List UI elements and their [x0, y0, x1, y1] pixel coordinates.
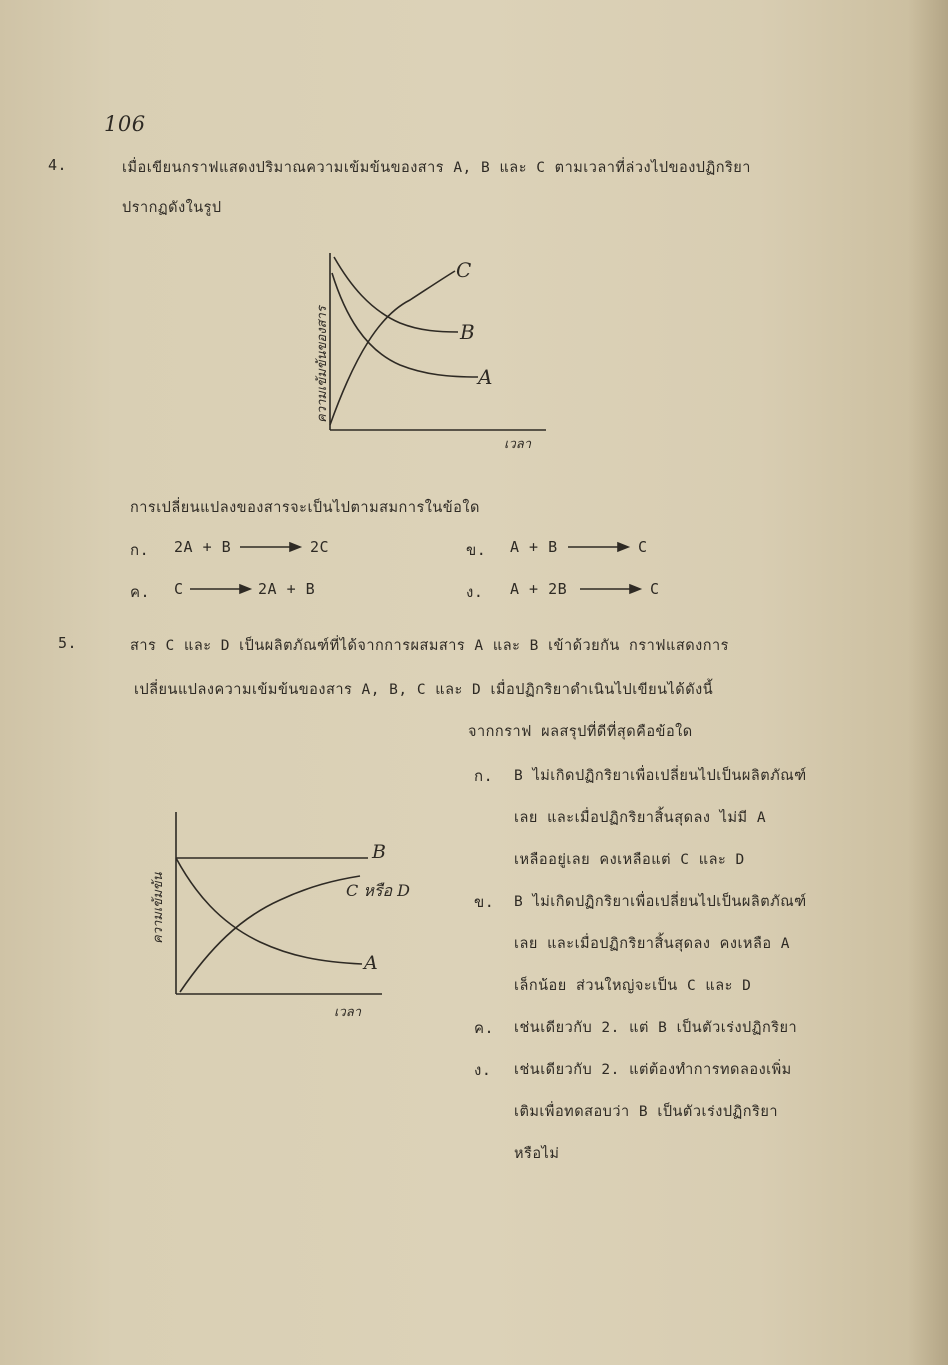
page-number: 106 — [104, 112, 146, 136]
q5-label-cd: C หรือ D — [346, 881, 410, 900]
q5-graph — [150, 808, 410, 1023]
choice-letter: ข. — [466, 541, 487, 559]
choice-line: เติมเพื่อทดสอบว่า B เป็นตัวเร่งปฏิกริยา — [514, 1104, 778, 1120]
choice-line: เช่นเดียวกับ 2. แต่ต้องทำการทดลองเพิ่ม — [514, 1062, 792, 1078]
choice-lhs: A + 2B — [510, 580, 568, 598]
choice-line: B ไม่เกิดปฏิกริยาเพื่อเปลี่ยนไปเป็นผลิตภัณฑ์ — [514, 894, 807, 910]
choice-line: เลย และเมื่อปฏิกริยาสิ้นสุดลง ไม่มี A — [514, 810, 767, 826]
q5-label-a: A — [364, 952, 378, 974]
choice-rhs: C — [638, 538, 648, 556]
q5-curve-cd — [180, 876, 360, 992]
choice-line: B ไม่เกิดปฏิกริยาเพื่อเปลี่ยนไปเป็นผลิตภัณฑ์ — [514, 768, 807, 784]
arrow-icon — [580, 583, 644, 595]
choice-letter: ง. — [474, 1061, 492, 1079]
q5-x-label: เวลา — [334, 1005, 362, 1020]
choice-letter: ค. — [130, 583, 151, 601]
q4-number: 4. — [48, 156, 68, 174]
choice-lhs: C — [174, 580, 184, 598]
choice-letter: ง. — [466, 583, 484, 601]
q4-x-label: เวลา — [504, 437, 532, 452]
arrow-icon — [240, 541, 304, 553]
q4-curve-c — [330, 271, 455, 425]
choice-rhs: 2A + B — [258, 580, 316, 598]
choice-letter: ก. — [130, 541, 150, 559]
arrow-icon — [190, 583, 254, 595]
q5-label-b: B — [372, 841, 386, 863]
choice-lhs: 2A + B — [174, 538, 232, 556]
q5-y-label: ความเข้มข้น — [151, 872, 166, 944]
choice-rhs: 2C — [310, 538, 330, 556]
q5-number: 5. — [58, 634, 78, 652]
q4-label-c: C — [456, 258, 472, 282]
choice-line: เล็กน้อย ส่วนใหญ่จะเป็น C และ D — [514, 978, 752, 994]
choice-line: เลย และเมื่อปฏิกริยาสิ้นสุดลง คงเหลือ A — [514, 936, 791, 952]
q4-label-a: A — [478, 365, 493, 389]
q4-question: การเปลี่ยนแปลงของสารจะเป็นไปตามสมการในข้อใด — [130, 500, 480, 516]
choice-line: เช่นเดียวกับ 2. แต่ B เป็นตัวเร่งปฏิกริยา — [514, 1020, 798, 1036]
q4-text-line2: ปรากฏดังในรูป — [122, 200, 222, 216]
q4-graph — [300, 245, 560, 460]
choice-letter: ข. — [474, 893, 495, 911]
q5-text-line2: เปลี่ยนแปลงความเข้มข้นของสาร A, B, C และ D เมื่อปฏิกริยาดำเนินไปเขียนได้ดังนี้ — [134, 682, 714, 698]
q4-text-line1: เมื่อเขียนกราฟแสดงปริมาณความเข้มข้นของสาร A, B และ C ตามเวลาที่ล่วงไปของปฏิกริยา — [122, 160, 751, 176]
choice-line: เหลืออยู่เลย คงเหลือแต่ C และ D — [514, 852, 745, 868]
choice-letter: ก. — [474, 767, 494, 785]
choice-letter: ค. — [474, 1019, 495, 1037]
choice-line: หรือไม่ — [514, 1146, 560, 1162]
q5-question: จากกราฟ ผลสรุปที่ดีที่สุดคือข้อใด — [468, 724, 693, 740]
choice-rhs: C — [650, 580, 660, 598]
page-edge-shadow — [908, 0, 948, 1365]
q4-label-b: B — [460, 320, 475, 344]
q5-curve-a — [176, 858, 362, 964]
choice-lhs: A + B — [510, 538, 558, 556]
q5-text-line1: สาร C และ D เป็นผลิตภัณฑ์ที่ได้จากการผสมสาร A และ B เข้าด้วยกัน กราฟแสดงการ — [130, 638, 729, 654]
arrow-icon — [568, 541, 632, 553]
q4-y-label: ความเข้มข้นของสาร — [315, 306, 330, 423]
